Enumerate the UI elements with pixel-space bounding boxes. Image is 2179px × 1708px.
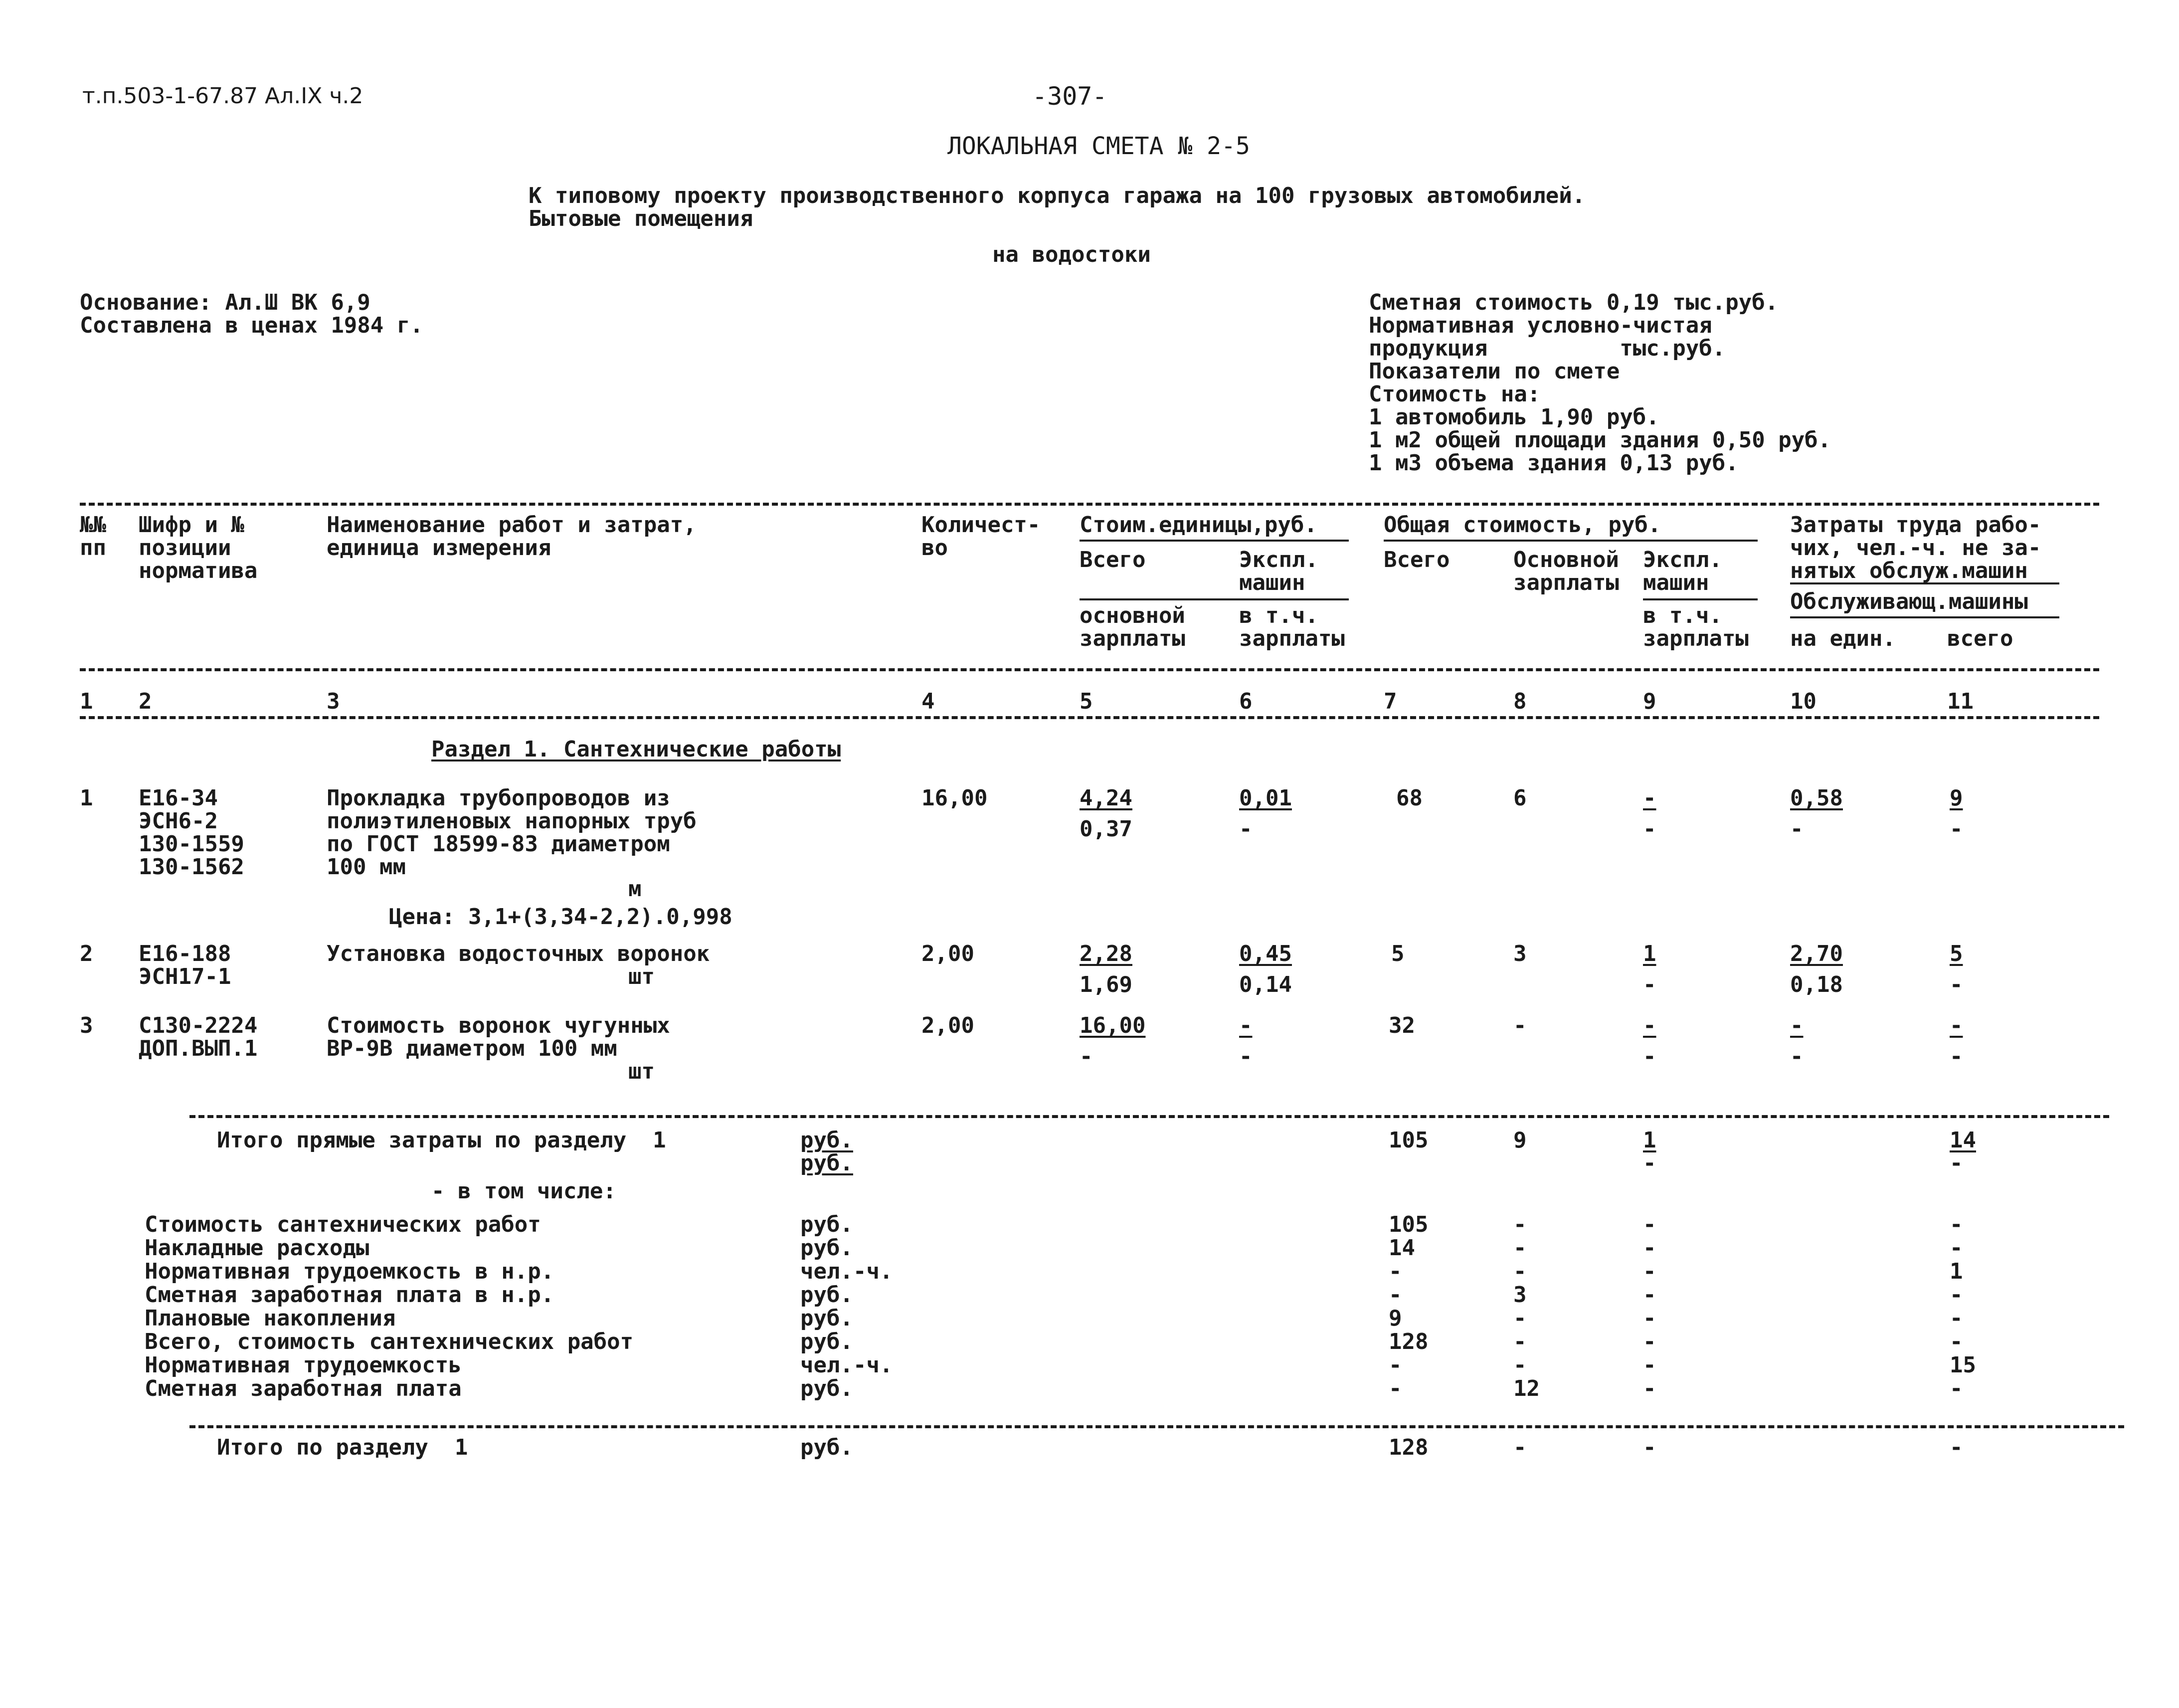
row-unit-base: 0,37 <box>1080 816 1132 842</box>
row-labor-unit-service: - <box>1790 1044 1804 1069</box>
section-total-base: - <box>1513 1435 1527 1460</box>
row-name: Прокладка трубопроводов из полиэтиленовых напорных труб по ГОСТ 18599-83 диаметром 100 мм <box>327 785 697 880</box>
basis-line-2: Составлена в ценах 1984 г. <box>80 313 423 338</box>
summary-cost-per: Стоимость на: <box>1369 381 1541 407</box>
header-labor-rule <box>1790 582 2059 584</box>
document-title: ЛОКАЛЬНАЯ СМЕТА № 2-5 <box>947 132 1250 160</box>
row-total-base: 6 <box>1513 785 1527 811</box>
section-title: Раздел 1. Сантехнические работы <box>431 737 841 762</box>
section-total-machines: - <box>1643 1435 1656 1460</box>
header-col-quantity: Количест- во <box>921 512 1041 561</box>
direct-costs-machines-2: - <box>1643 1150 1656 1176</box>
header-unit-machines-salary: в т.ч. зарплаты <box>1239 603 1345 651</box>
row-total-machines: - <box>1643 785 1656 811</box>
direct-costs-base: 9 <box>1513 1128 1527 1153</box>
col-number-2: 2 <box>139 689 152 714</box>
row-unit: м <box>628 876 642 902</box>
header-unit-cost-rule <box>1080 540 1349 542</box>
row-labor-unit-service: 0,18 <box>1790 972 1843 997</box>
row-number: 1 <box>80 785 93 811</box>
page-number: -307- <box>1032 82 1107 111</box>
header-total-machines-salary: в т.ч. зарплаты <box>1643 603 1749 651</box>
row-total-machines-salary: - <box>1643 972 1656 997</box>
breakdown-machines: - - - - - - - - <box>1643 1212 1656 1401</box>
row-total-machines-salary: - <box>1643 1044 1656 1069</box>
row-labor-unit: - <box>1790 1013 1804 1038</box>
row-unit-machines-salary: - <box>1239 1044 1253 1069</box>
row-unit-machines-salary: 0,14 <box>1239 972 1292 997</box>
row-total: 68 <box>1396 785 1423 811</box>
breakdown-units: руб. руб. чел.-ч. руб. руб. руб. чел.-ч. руб. <box>800 1212 893 1401</box>
header-top-rule <box>80 503 2099 506</box>
direct-costs-rule <box>189 1115 2109 1118</box>
header-total-machines-rule <box>1643 598 1758 600</box>
row-labor-all: 5 <box>1950 941 1963 966</box>
col-number-8: 8 <box>1513 689 1527 714</box>
row-unit-base: 1,69 <box>1080 972 1132 997</box>
row-code: Е16-188 ЭСН17-1 <box>139 941 231 989</box>
breakdown-totals: 105 14 - - 9 128 - - <box>1389 1212 1429 1401</box>
header-labor: Затраты труда рабо- чих, чел.-ч. не за- нятых обслуж.машин <box>1790 512 2041 583</box>
header-col-code: Шифр и № позиции норматива <box>139 512 258 583</box>
row-labor-all: 9 <box>1950 785 1963 811</box>
col-number-11: 11 <box>1947 689 1974 714</box>
header-unit-machines: Экспл. машин <box>1239 547 1318 595</box>
summary-normative-line2: продукция тыс.руб. <box>1369 336 1726 361</box>
section-total-rule <box>189 1425 2124 1428</box>
row-price-note: Цена: 3,1+(3,34-2,2).0,998 <box>389 904 732 930</box>
row-quantity: 2,00 <box>921 1013 974 1038</box>
row-total-machines: 1 <box>1643 941 1656 966</box>
row-labor-all-service: - <box>1950 816 1963 842</box>
row-labor-unit: 0,58 <box>1790 785 1843 811</box>
header-bottom-rule <box>80 668 2099 671</box>
basis-line-1: Основание: Ал.Ш ВК 6,9 <box>80 290 370 315</box>
row-unit-base: - <box>1080 1044 1093 1069</box>
col-number-1: 1 <box>80 689 93 714</box>
row-total-machines: - <box>1643 1013 1656 1038</box>
row-name: Стоимость воронок чугунных ВР-9В диаметром 100 мм <box>327 1013 670 1061</box>
direct-costs-label: Итого прямые затраты по разделу 1 <box>217 1128 666 1153</box>
header-total-cost: Общая стоимость, руб. <box>1384 512 1661 538</box>
row-unit-machines-salary: - <box>1239 816 1253 842</box>
header-labor-all: всего <box>1947 626 2013 651</box>
including-label: - в том числе: <box>431 1178 616 1204</box>
subtitle-line-1: К типовому проекту производственного корпуса гаража на 100 грузовых автомобилей. <box>529 183 1586 208</box>
row-code: Е16-34 ЭСН6-2 130-1559 130-1562 <box>139 785 244 880</box>
header-unit-total: Всего <box>1080 547 1146 572</box>
row-labor-unit-service: - <box>1790 816 1804 842</box>
direct-costs-labor-2: - <box>1950 1150 1963 1176</box>
col-number-3: 3 <box>327 689 340 714</box>
direct-costs-units: руб. руб. <box>800 1128 853 1176</box>
row-number: 3 <box>80 1013 93 1038</box>
estimate-subject: на водостоки <box>992 242 1151 267</box>
row-unit: шт <box>628 964 655 989</box>
row-total-base: 3 <box>1513 941 1527 966</box>
section-total-value: 128 <box>1389 1435 1429 1460</box>
row-unit-machines: 0,01 <box>1239 785 1292 811</box>
summary-per-m3: 1 м3 объема здания 0,13 руб. <box>1369 450 1739 476</box>
column-numbers-rule <box>80 716 2099 719</box>
row-unit-total: 2,28 <box>1080 941 1132 966</box>
col-number-7: 7 <box>1384 689 1397 714</box>
header-col-number: №№ пп <box>80 512 106 561</box>
header-total-all: Всего <box>1384 547 1450 572</box>
col-number-9: 9 <box>1643 689 1656 714</box>
section-total-label: Итого по разделу 1 <box>217 1435 468 1460</box>
row-total-machines-salary: - <box>1643 816 1656 842</box>
row-labor-all-service: - <box>1950 972 1963 997</box>
breakdown-base: - - - 3 - - - 12 <box>1513 1212 1540 1401</box>
header-col-name: Наименование работ и затрат, единица измерения <box>327 512 697 561</box>
document-stamp: т.п.503-1-67.87 Ал.IX ч.2 <box>82 83 363 109</box>
summary-per-m2: 1 м2 общей площади здания 0,50 руб. <box>1369 427 1831 453</box>
row-labor-all-service: - <box>1950 1044 1963 1069</box>
summary-per-vehicle: 1 автомобиль 1,90 руб. <box>1369 404 1659 430</box>
row-name: Установка водосточных воронок <box>327 941 710 966</box>
header-total-machines: Экспл. машин <box>1643 547 1722 595</box>
breakdown-labor: - - 1 - - - 15 - <box>1950 1212 1976 1401</box>
col-number-4: 4 <box>921 689 935 714</box>
row-unit-total: 16,00 <box>1080 1013 1146 1038</box>
row-unit-machines: - <box>1239 1013 1253 1038</box>
col-number-10: 10 <box>1790 689 1816 714</box>
direct-costs-machines: 1 <box>1643 1128 1656 1153</box>
row-number: 2 <box>80 941 93 966</box>
row-quantity: 16,00 <box>921 785 988 811</box>
header-labor-unit: на един. <box>1790 626 1896 651</box>
direct-costs-total: 105 <box>1389 1128 1429 1153</box>
row-total: 32 <box>1389 1013 1415 1038</box>
header-unit-cost: Стоим.единицы,руб. <box>1080 512 1317 538</box>
header-labor-service-rule <box>1790 616 2059 618</box>
section-total-unit: руб. <box>800 1435 853 1460</box>
col-number-6: 6 <box>1239 689 1253 714</box>
header-total-base: Основной зарплаты <box>1513 547 1619 595</box>
row-total-base: - <box>1513 1013 1527 1038</box>
row-unit-machines: 0,45 <box>1239 941 1292 966</box>
row-labor-unit: 2,70 <box>1790 941 1843 966</box>
header-total-cost-rule <box>1384 540 1758 542</box>
header-labor-service: Обслуживающ.машины <box>1790 589 2028 614</box>
summary-indicators: Показатели по смете <box>1369 359 1620 384</box>
row-total: 5 <box>1391 941 1405 966</box>
summary-estimated-cost: Сметная стоимость 0,19 тыс.руб. <box>1369 290 1779 315</box>
summary-normative-line1: Нормативная условно-чистая <box>1369 313 1712 338</box>
row-unit-total: 4,24 <box>1080 785 1132 811</box>
header-unit-sub-rule <box>1080 598 1349 600</box>
subtitle-line-2: Бытовые помещения <box>529 206 753 231</box>
row-quantity: 2,00 <box>921 941 974 966</box>
breakdown-labels: Стоимость сантехнических работ Накладные расходы Нормативная трудоемкость в н.р. Сметная заработная плата в н.р. Плановые накопления Всего, стоимость сантехнических работ Нормативная трудоемкость Сметная заработная плата <box>145 1212 634 1401</box>
col-number-5: 5 <box>1080 689 1093 714</box>
row-labor-all: - <box>1950 1013 1963 1038</box>
direct-costs-labor: 14 <box>1950 1128 1976 1153</box>
row-unit: шт <box>628 1059 655 1084</box>
section-total-labor: - <box>1950 1435 1963 1460</box>
row-code: С130-2224 ДОП.ВЫП.1 <box>139 1013 258 1061</box>
header-unit-base-salary: основной зарплаты <box>1080 603 1185 651</box>
